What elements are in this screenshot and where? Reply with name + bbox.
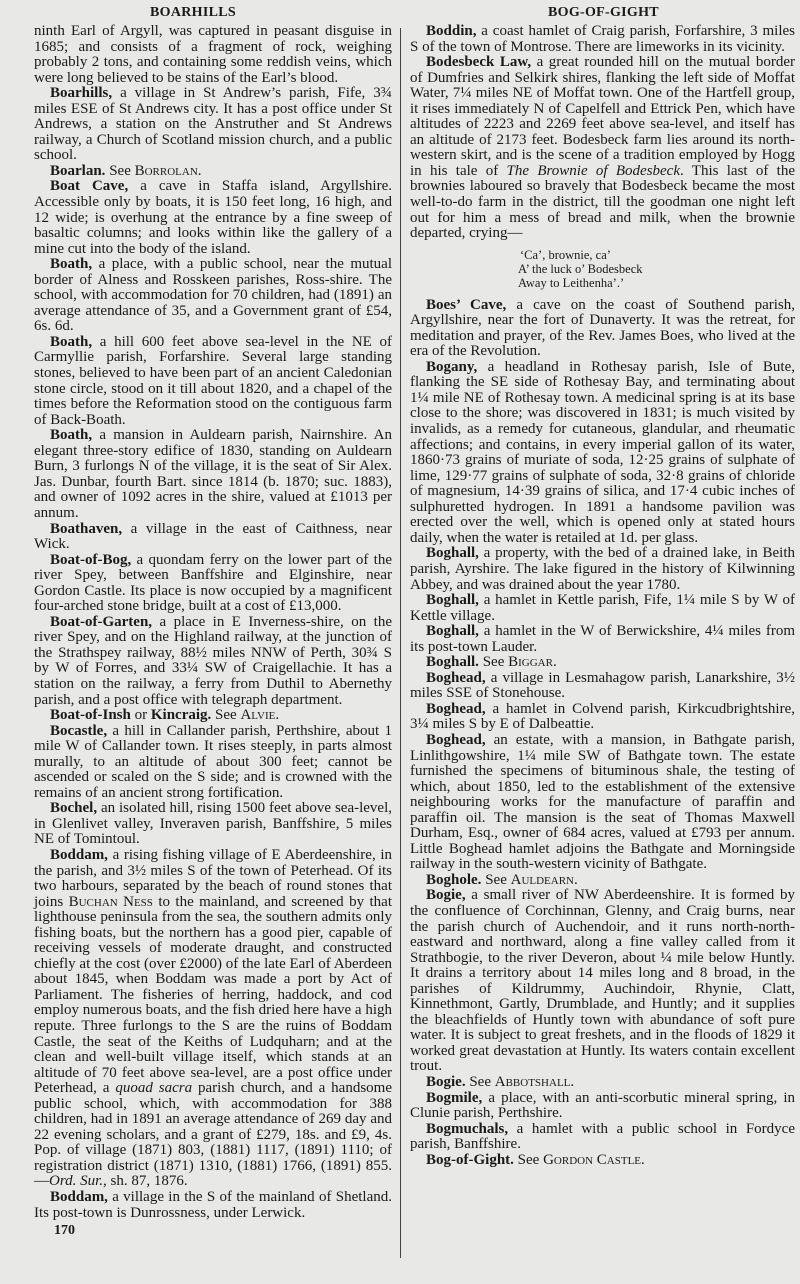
entry-text: . This last of the brownies laboured so bravely that Bodesbeck became the most well-to-do farm in the district, till the goodman one night left out for him a mess of bread and milk, when the brownie departed, crying— <box>410 162 796 242</box>
entry-headword: Bogie, <box>426 887 466 904</box>
verse-quote <box>520 248 795 290</box>
entry-headword: Boath, <box>50 333 93 350</box>
entry-text: a village in St Andrew’s parish, Fife, 3¾ miles ESE of St Andrews city. It has a post office under St Andrews, a station on the Anstruther and St Andrews railway, a Church of Scotland mission church, and a public school. <box>34 85 392 164</box>
entry-headword: Boghall, <box>426 545 479 562</box>
italic-text: The Brownie of Bodesbeck <box>506 162 681 179</box>
gazetteer-entry <box>410 888 795 1075</box>
entry-text: to the mainland, and screened by that lighthouse peninsula from the sea, the southern admits only fishing boats, but the northern has a good pier, capable of receiving vessels of moderate draught, and constructed chiefly at the cost (over £2000) of the late Earl of Aberdeen about 1845, when Boddam was made a port by Act of Parliament. The fisheries of herring, haddock, and cod employ numerous boats, and the fish dried here have a high repute. Three furlongs to the S are the ruins of Boddam Castle, the seat of the Keiths of Ludquharn; and at the clean and well-built village itself, which stands at an altitude of 70 feet above sea-level, are a post office under Peterhead, a <box>34 893 392 1097</box>
gazetteer-entry <box>410 593 795 624</box>
gazetteer-entry <box>34 553 392 615</box>
entry-text: ninth Earl of Argyll, was captured in peasant disguise in 1685; and consists of a fragment of rock, weighing probably 2 tons, and containing some reddish veins, which were long believed to be stains of the Earl’s blood. <box>34 23 392 86</box>
column-divider <box>400 28 401 1258</box>
gazetteer-entry <box>410 55 795 242</box>
verse-line: A’ the luck o’ Bodesbeck <box>518 261 643 276</box>
entry-headword: Boarhills, <box>50 85 113 102</box>
entry-text: a hill in Callander parish, Perthshire, about 1 mile W of Callander town. It rises steeply, in parts almost murally, to an altitude of about 300 feet; cannot be ascended or scaled on the S side; and is crowned with the remains of an ancient strong fortification. <box>34 722 392 801</box>
italic-text: Ord. Sur. <box>49 1173 104 1190</box>
entry-text: . <box>275 707 280 724</box>
entry-headword: Boat-of-Insh <box>50 707 131 724</box>
entry-text: a place in E Inverness-shire, on the river Spey, and on the Highland railway, at the junction of the Strathspey railway, 88½ miles NNW of Perth, 30¾ S by W of Forres, and 33¼ SW of Craigellachie. It has a station on the railway, a ferry from Duthil to Abernethy parish, and a post office with telegraph department. <box>34 613 392 708</box>
entry-headword: Boat Cave, <box>50 178 129 195</box>
entry-text: See <box>513 1151 544 1168</box>
gazetteer-entry <box>410 702 795 733</box>
entry-text: a cave in Staffa island, Argyllshire. Accessible only by boats, it is 150 feet long, 16 high, and 12 wide; is overhung at the entrance by a fine sweep of basaltic columns; and looks within like the gallery of a mine cut into the body of the island. <box>34 178 392 257</box>
right-column <box>410 24 795 1168</box>
entry-text: parish church, and a handsome public school, which, with accommodation for 388 children, had in 1891 an average attendance of 269 day and 22 evening scholars, and a grant of £279, 18s. and £9, 4s. Pop. of village (1871) 803, (1881) 1117, (1891) 1110; of registration district (1871) 1310, (1881) 1766, (1891) 855.— <box>34 1080 392 1190</box>
gazetteer-entry <box>34 724 392 802</box>
gazetteer-entry <box>34 179 392 257</box>
entry-headword: Kincraig. <box>150 707 212 724</box>
gazetteer-entry <box>410 655 795 671</box>
page-number: 170 <box>54 1223 75 1239</box>
entry-text: a headland in Rothesay parish, Isle of Bute, flanking the SE side of Rothesay Bay, and terminating about 1¼ mile NE of Rothesay town. A medicinal spring is at its base close to the shore; was discovered in 1831; is much visited by invalids, as a remedy for cutaneous, glandular, and rheumatic affections; and contains, in every imperial gallon of its water, 1860·73 grains of muriate of soda, 12·25 grains of sulphate of lime, 129·77 grains of sulphate of soda, 32·8 grains of chloride of magnesium, 14·39 grains of silica, and 17·4 cubic inches of sulphuretted hydrogen. In 1891 a handsome pavilion was erected over the well, which is opened only at stated hours daily, when the water is retailed at 1d. per glass. <box>410 358 795 546</box>
entry-text: a mansion in Auldearn parish, Nairnshire. An elegant three-story edifice of 1830, standing on Auldearn Burn, 3 furlongs N of the village, it is the seat of Sir Alex. Jas. Dunbar, fourth Bart. since 1814 (b. 1870; suc. 1883), and owner of 1092 acres in the shire, valued at £1013 per annum. <box>34 427 392 521</box>
entry-text: a hamlet in Colvend parish, Kirkcudbrightshire, 3¼ miles S by E of Dalbeattie. <box>410 700 795 733</box>
running-head-left: BOARHILLS <box>150 5 236 20</box>
entry-text: . <box>570 1074 575 1090</box>
verse-line: Away to Leithenha’.’ <box>518 275 625 290</box>
gazetteer-entry <box>34 428 392 521</box>
entry-text: a village in the east of Caithness, near Wick. <box>34 520 392 553</box>
gazetteer-entry <box>410 1153 795 1169</box>
entry-headword: Boddam, <box>50 846 108 863</box>
right-entries-top <box>410 24 795 242</box>
entry-text: an estate, with a mansion, in Bathgate parish, Linlithgowshire, 1¼ mile SW of Bathgate town. The estate furnished the specimens of bituminous shale, the testing of which, about 1850, led to the establishment of the extensive neighbouring works for the manufacture of paraffin and paraffin oil. The mansion is the seat of Thomas Maxwell Durham, Esq., owner of 684 acres, valued at £793 per annum. Little Boghead hamlet adjoins the Bathgate and Morningside railway in the south-western vicinity of Bathgate. <box>410 731 795 873</box>
cross-reference: Alvie <box>240 707 276 724</box>
entry-headword: Boghall. <box>426 654 479 671</box>
entry-text: a quondam ferry on the lower part of the river Spey, between Banffshire and Elginshire, near Gordon Castle. Its place is now occupied by a magnificent four-arched stone bridge, built at a cost of £13,000. <box>34 551 392 615</box>
entry-text: a cave on the coast of Southend parish, Argyllshire, near the fort of Dunaverty. It was the retreat, for meditation and prayer, of the Rev. James Boes, who lived at the era of the Revolution. <box>410 296 795 360</box>
gazetteer-entry <box>34 801 392 848</box>
entry-text: See <box>478 654 509 671</box>
gazetteer-entry <box>34 708 392 724</box>
entry-headword: Boghead, <box>426 669 486 686</box>
entry-headword: Bogmuchals, <box>426 1120 509 1137</box>
cross-reference: Abbotshall <box>494 1074 571 1090</box>
entry-text: a rising fishing village of E Aberdeenshire, in the parish, and 3½ miles S of the town of Peterhead. Of its two harbours, separated by the beach of round stones that joins <box>34 846 392 910</box>
entry-headword: Bogie. <box>426 1074 466 1090</box>
entry-text: a place, with a public school, near the mutual border of Alness and Rosskeen parishes, Ross-shire. The school, with accommodation for 70 children, had (1891) an average attendance of 35, and a Government grant of £54, 6s. 6d. <box>34 256 392 335</box>
entry-text: . <box>574 871 578 888</box>
gazetteer-entry <box>34 522 392 553</box>
cross-reference: Buchan Ness <box>68 893 153 910</box>
gazetteer-entry <box>34 257 392 335</box>
entry-text: . <box>641 1151 645 1168</box>
italic-text: quoad sacra <box>115 1080 193 1097</box>
entry-text: a hamlet in Kettle parish, Fife, 1¼ mile S by W of Kettle village. <box>410 592 795 624</box>
gazetteer-entry <box>410 671 795 702</box>
entry-headword: Boghead, <box>426 731 486 748</box>
entry-text: a small river of NW Aberdeenshire. It is formed by the confluence of Corchinnan, Glenny, and Craig burns, near the parish church of Auchendoir, and it runs north-north-eastward and northward, along a fine valley called from it Strathbogie, to the river Deveron, about ¼ mile below Huntly. It drains a territory about 14 miles long and 8 broad, in the parishes of Kildrummy, Auchindoir, Rhynie, Clatt, Kinnethmont, Gartly, Drumblade, and Huntly; and it supplies the bleachfields of Huntly town with abundance of soft pure water. It is subject to great freshets, and in the floods of 1829 it worked great devastation at Huntly. Its waters contain excellent trout. <box>410 887 795 1075</box>
entry-text: a place, with an anti-scorbutic mineral spring, in Clunie parish, Perthshire. <box>410 1089 795 1122</box>
entry-text: See <box>465 1074 495 1090</box>
gazetteer-entry <box>34 615 392 708</box>
gazetteer-entry <box>410 733 795 873</box>
entry-continuation <box>34 24 392 86</box>
left-column <box>34 24 392 1239</box>
entry-headword: Bogmile, <box>426 1089 483 1106</box>
gazetteer-entry <box>34 164 392 180</box>
left-entries <box>34 24 392 1221</box>
gazetteer-entry <box>410 546 795 593</box>
gazetteer-entry <box>410 873 795 889</box>
entry-text: a village in Lesmahagow parish, Lanarkshire, 3½ miles SSE of Stonehouse. <box>410 669 795 702</box>
entry-headword: Boddam, <box>50 1189 108 1206</box>
entry-headword: Bogany, <box>426 358 478 375</box>
entry-text: a hill 600 feet above sea-level in the NE of Carmyllie parish, Forfarshire. Several large standing stones, believed to have been part of an ancient Caledonian stone circle, stood on it till about 1820, and a chapel of the times before the Reformation stood on the contiguous farm of Back-Boath. <box>34 333 392 428</box>
cross-reference: Auldearn <box>510 871 574 888</box>
gazetteer-entry <box>34 1190 392 1221</box>
gazetteer-entry <box>410 1091 795 1122</box>
entry-headword: Boddin, <box>426 23 477 39</box>
entry-text: an isolated hill, rising 1500 feet above sea-level, in Glenlivet valley, Inveraven parish, Banffshire, 5 miles NE of Tomintoul. <box>34 800 392 848</box>
verse-line: ‘Ca’, brownie, ca’ <box>520 247 611 262</box>
entry-headword: Boath, <box>50 427 93 444</box>
gazetteer-entry <box>410 360 795 547</box>
entry-headword: Bodesbeck Law, <box>426 54 532 71</box>
entry-text: a property, with the bed of a drained lake, in Beith parish, Ayrshire. The lake figured in the history of Kilwinning Abbey, and was drained about the year 1780. <box>410 545 795 593</box>
entry-text: a hamlet in the W of Berwickshire, 4¼ miles from its post-town Lauder. <box>410 623 795 655</box>
gazetteer-entry <box>34 335 392 428</box>
gazetteer-entry <box>34 848 392 1190</box>
entry-text: . <box>552 654 557 671</box>
entry-text: a coast hamlet of Craig parish, Forfarshire, 3 miles S of the town of Montrose. There are limeworks in its vicinity. <box>410 23 795 55</box>
cross-reference: Borrolan <box>134 162 198 179</box>
entry-headword: Boes’ Cave, <box>426 296 507 313</box>
gazetteer-entry <box>410 24 795 55</box>
entry-text: a great rounded hill on the mutual border of Dumfries and Selkirk shires, flanking the left side of Moffat Water, 7¼ miles NE of Moffat town. One of the Hartfell group, it rises immediately N of Capelfell and Ettrick Pen, which have altitudes of 2223 and 2269 feet above sea-level, and itself has an altitude of 2173 feet. Bodesbeck farm lies around its north-western skirt, and is the scene of a tradition employed by Hogg in his tale of <box>410 54 795 179</box>
entry-text: , sh. 87, 1876. <box>103 1173 188 1190</box>
entry-headword: Bochel, <box>50 800 98 817</box>
entry-headword: Boghall, <box>426 623 479 640</box>
entry-headword: Bocastle, <box>50 722 108 739</box>
entry-headword: Boarlan. <box>50 162 106 179</box>
entry-headword: Boat-of-Garten, <box>50 613 153 630</box>
entry-text: See <box>481 871 511 888</box>
entry-headword: Boghead, <box>426 700 486 717</box>
entry-text: See <box>105 162 135 179</box>
entry-headword: Boghall, <box>426 592 479 609</box>
gazetteer-entry <box>410 624 795 655</box>
entry-headword: Boat-of-Bog, <box>50 551 132 568</box>
gazetteer-entry <box>34 86 392 164</box>
entry-headword: Boathaven, <box>50 520 123 537</box>
entry-text: See <box>211 707 241 724</box>
entry-headword: Boghole. <box>426 871 482 888</box>
cross-reference: Biggar <box>508 654 553 671</box>
gazetteer-entry <box>410 1122 795 1153</box>
gazetteer-entry <box>410 1075 795 1091</box>
gazetteer-entry <box>410 298 795 360</box>
right-entries-bottom <box>410 298 795 1169</box>
entry-headword: Bog-of-Gight. <box>426 1151 514 1168</box>
entry-text: or <box>130 707 151 724</box>
running-head-right: BOG-OF-GIGHT <box>548 5 659 20</box>
entry-headword: Boath, <box>50 256 93 273</box>
entry-text: a village in the S of the mainland of Shetland. Its post-town is Dunrossness, under Lerwick. <box>34 1189 392 1221</box>
cross-reference: Gordon Castle <box>543 1151 642 1168</box>
entry-text: a hamlet with a public school in Fordyce parish, Banffshire. <box>410 1120 795 1153</box>
entry-text: . <box>197 162 202 179</box>
